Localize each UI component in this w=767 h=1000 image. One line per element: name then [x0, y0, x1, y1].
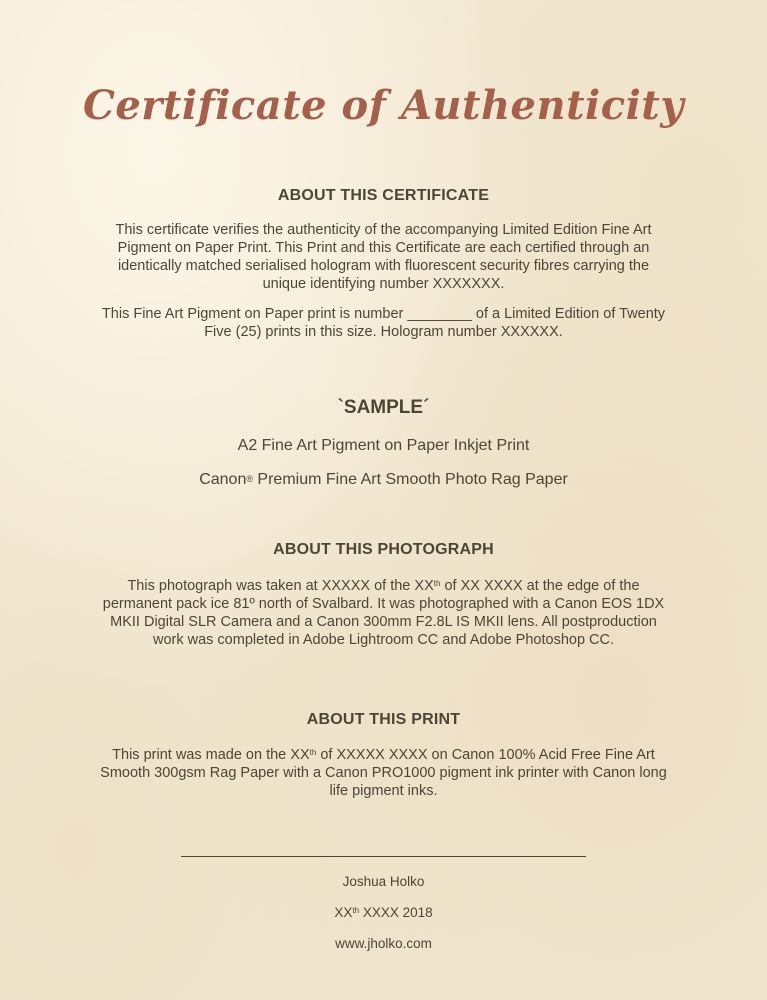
print-text-start: This print was made on the XX: [112, 747, 310, 763]
paper-brand: Canon: [199, 471, 247, 488]
about-photograph-paragraph: [100, 575, 667, 649]
print-text-end: of XXXXX XXXX on Canon 100% Acid Free Fine Art Smooth 300gsm Rag Paper with a Canon PRO1000 pigment ink printer with Canon long life pigment inks.: [100, 747, 667, 799]
paper-name: Premium Fine Art Smooth Photo Rag Paper: [252, 471, 568, 488]
photograph-text-end: of XX XXXX at the edge of the permanent pack ice 81º north of Svalbard. It was photographed with a Canon EOS 1DX MKII Digital SLR Camera and a Canon 300mm F2.8L IS MKII lens. All postproduction work was completed in Adobe Lightroom CC and Adobe Photoshop CC.: [102, 578, 665, 648]
print-type-line: A2 Fine Art Pigment on Paper Inkjet Print: [237, 437, 530, 454]
date-ordinal-suffix: th: [352, 906, 360, 915]
date-rest: XXXX 2018: [359, 905, 433, 920]
date-day: XX: [334, 905, 353, 920]
about-print-heading: ABOUT THIS PRINT: [306, 711, 461, 728]
about-print-paragraph: [100, 744, 667, 800]
paper-type-line: [0, 471, 767, 489]
edition-number-paragraph: This Fine Art Pigment on Paper print is number ________ of a Limited Edition of Twenty Five (25) prints in this size. Hologram number XXXXXX.: [101, 306, 666, 340]
about-certificate-heading: ABOUT THIS CERTIFICATE: [277, 187, 490, 204]
photograph-ordinal-suffix: th: [433, 579, 441, 588]
registered-mark: ®: [246, 474, 253, 484]
sample-label: `SAMPLE´: [337, 397, 430, 418]
about-certificate-paragraph: This certificate verifies the authenticity of the accompanying Limited Edition Fine Art Pigment on Paper Print. This Print and this Certificate are each certified through an identically matched serialised hologram with fluorescent security fibres carrying the unique identifying number XXXXXXX.: [115, 222, 652, 292]
signatory-name: Joshua Holko: [342, 874, 425, 889]
signature-line: [181, 856, 586, 857]
photograph-text-start: This photograph was taken at XXXXX of the XX: [127, 578, 434, 594]
signature-date: [0, 905, 767, 920]
website-link[interactable]: www.jholko.com: [335, 936, 432, 951]
about-photograph-heading: ABOUT THIS PHOTOGRAPH: [273, 541, 494, 558]
print-ordinal-suffix: th: [309, 748, 317, 757]
certificate-title: Certificate of Authenticity: [82, 82, 685, 129]
